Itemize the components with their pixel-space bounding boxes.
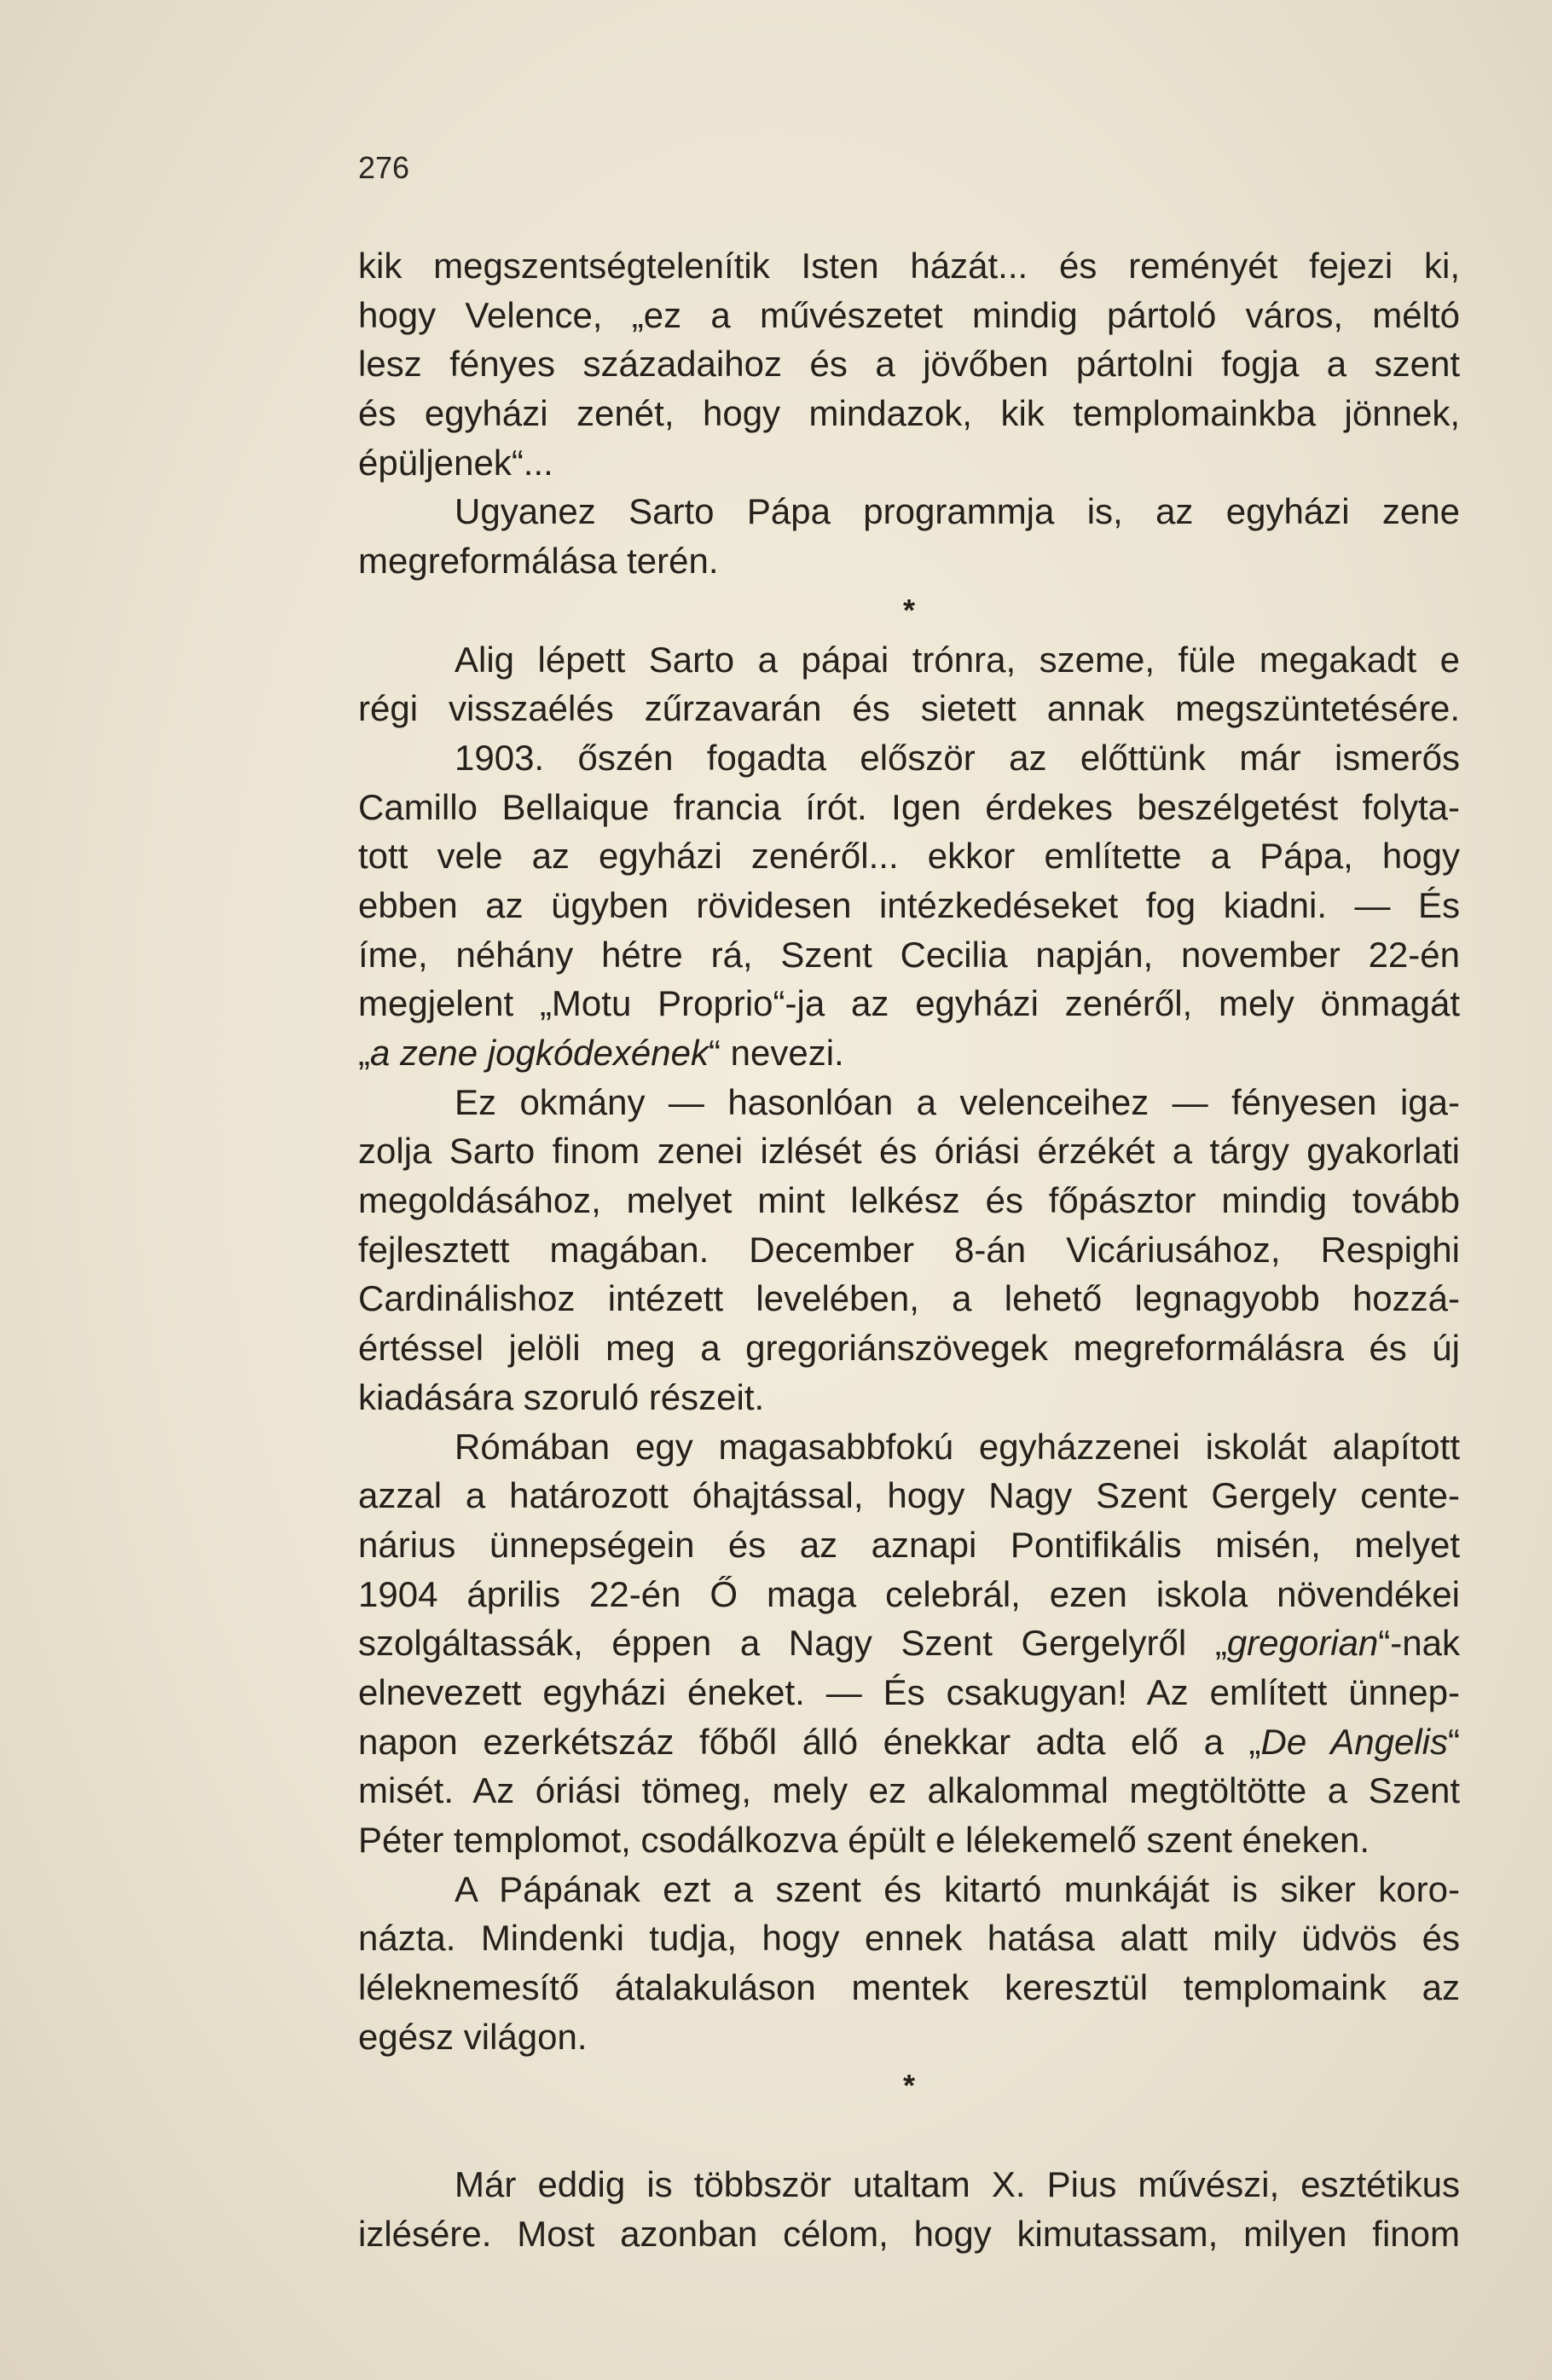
text-line: zolja Sarto finom zenei izlését és óriási érzékét a tárgy gyakorlati xyxy=(358,1131,1460,1172)
text-line: Rómában egy magasabbfokú egyházzenei iskolát alapított xyxy=(455,1426,1460,1467)
text-line: Alig lépett Sarto a pápai trónra, szeme, füle megakadt e xyxy=(455,639,1460,680)
text-line: értéssel jelöli meg a gregoriánszövegek megreformálásra és új xyxy=(358,1328,1460,1369)
text-line: megreformálása terén. xyxy=(358,541,719,582)
text-line: 1904 április 22-én Ő maga celebrál, ezen iskola növendékei xyxy=(358,1573,1460,1614)
italic-phrase: a zene jogkódexének xyxy=(370,1033,709,1073)
text-line: lesz fényes századaihoz és a jövőben pártolni fogja a szent xyxy=(358,344,1460,385)
text-line: napon ezerkétszáz főből álló énekkar adta elő a „De Angelis“ xyxy=(358,1721,1460,1762)
text-line: megoldásához, melyet mint lelkész és főpásztor mindig tovább xyxy=(358,1180,1460,1221)
text-line: 1903. őszén fogadta először az előttünk már ismerős xyxy=(455,737,1460,778)
text-line: Ez okmány — hasonlóan a velenceihez — fényesen iga- xyxy=(455,1081,1460,1122)
text-line: Ugyanez Sarto Pápa programmja is, az egyházi zene xyxy=(455,491,1460,532)
italic-phrase: De Angelis xyxy=(1260,1721,1448,1762)
section-separator: * xyxy=(902,2068,915,2104)
text-line: szolgáltassák, éppen a Nagy Szent Gergelyről „gregorian“-nak xyxy=(358,1623,1460,1664)
text-line: A Pápának ezt a szent és kitartó munkáját is siker koro- xyxy=(455,1868,1460,1909)
text-line: „a zene jogkódexének“ nevezi. xyxy=(358,1033,844,1073)
text-line: kiadására szoruló részeit. xyxy=(358,1376,765,1417)
text-line: kik megszentségtelenítik Isten házát... és reményét fejezi ki, xyxy=(358,246,1460,286)
text-line: egész világon. xyxy=(358,2016,588,2057)
text-line: Camillo Bellaique francia írót. Igen érdekes beszélgetést folyta- xyxy=(358,786,1460,827)
text-line: elnevezett egyházi éneket. — És csakugyan! Az említett ünnep- xyxy=(358,1671,1460,1712)
text-line: és egyházi zenét, hogy mindazok, kik templomainkba jönnek, xyxy=(358,393,1460,434)
text-line: nárius ünnepségein és az aznapi Pontifikális misén, melyet xyxy=(358,1524,1460,1565)
text-line: názta. Mindenki tudja, hogy ennek hatása alatt mily üdvös és xyxy=(358,1918,1460,1959)
text-line: azzal a határozott óhajtással, hogy Nagy Szent Gergely cente- xyxy=(358,1475,1460,1516)
text-line: Péter templomot, csodálkozva épült e lélekemelő szent éneken. xyxy=(358,1820,1370,1860)
text-line: Már eddig is többször utaltam X. Pius művészi, esztétikus xyxy=(455,2163,1460,2204)
text-line: izlésére. Most azonban célom, hogy kimutassam, milyen finom xyxy=(358,2213,1460,2254)
text-line: Cardinálishoz intézett levelében, a lehető legnagyobb hozzá- xyxy=(358,1278,1460,1319)
text-line: megjelent „Motu Proprio“-ja az egyházi zenéről, mely önmagát xyxy=(358,983,1460,1024)
text-line: fejlesztett magában. December 8-án Vicáriusához, Respighi xyxy=(358,1229,1460,1270)
text-line: ebben az ügyben rövidesen intézkedéseket fog kiadni. — És xyxy=(358,884,1460,925)
text-line: hogy Velence, „ez a művészetet mindig pártoló város, méltó xyxy=(358,294,1460,335)
text-line: régi visszaélés zűrzavarán és sietett annak megszüntetésére. xyxy=(358,688,1460,729)
text-line: íme, néhány hétre rá, Szent Cecilia napján, november 22-én xyxy=(358,934,1460,975)
blank-line xyxy=(358,2111,1460,2160)
text-line: épüljenek“... xyxy=(358,442,553,483)
section-separator: * xyxy=(902,592,915,628)
text-line: léleknemesítő átalakuláson mentek keresztül templomaink az xyxy=(358,1967,1460,2008)
text-line: misét. Az óriási tömeg, mely ez alkalommal megtöltötte a Szent xyxy=(358,1770,1460,1811)
body-text xyxy=(358,241,1460,2258)
page-number: 276 xyxy=(358,150,410,185)
text-line: tott vele az egyházi zenéről... ekkor említette a Pápa, hogy xyxy=(358,836,1460,877)
italic-phrase: gregorian xyxy=(1226,1623,1379,1664)
